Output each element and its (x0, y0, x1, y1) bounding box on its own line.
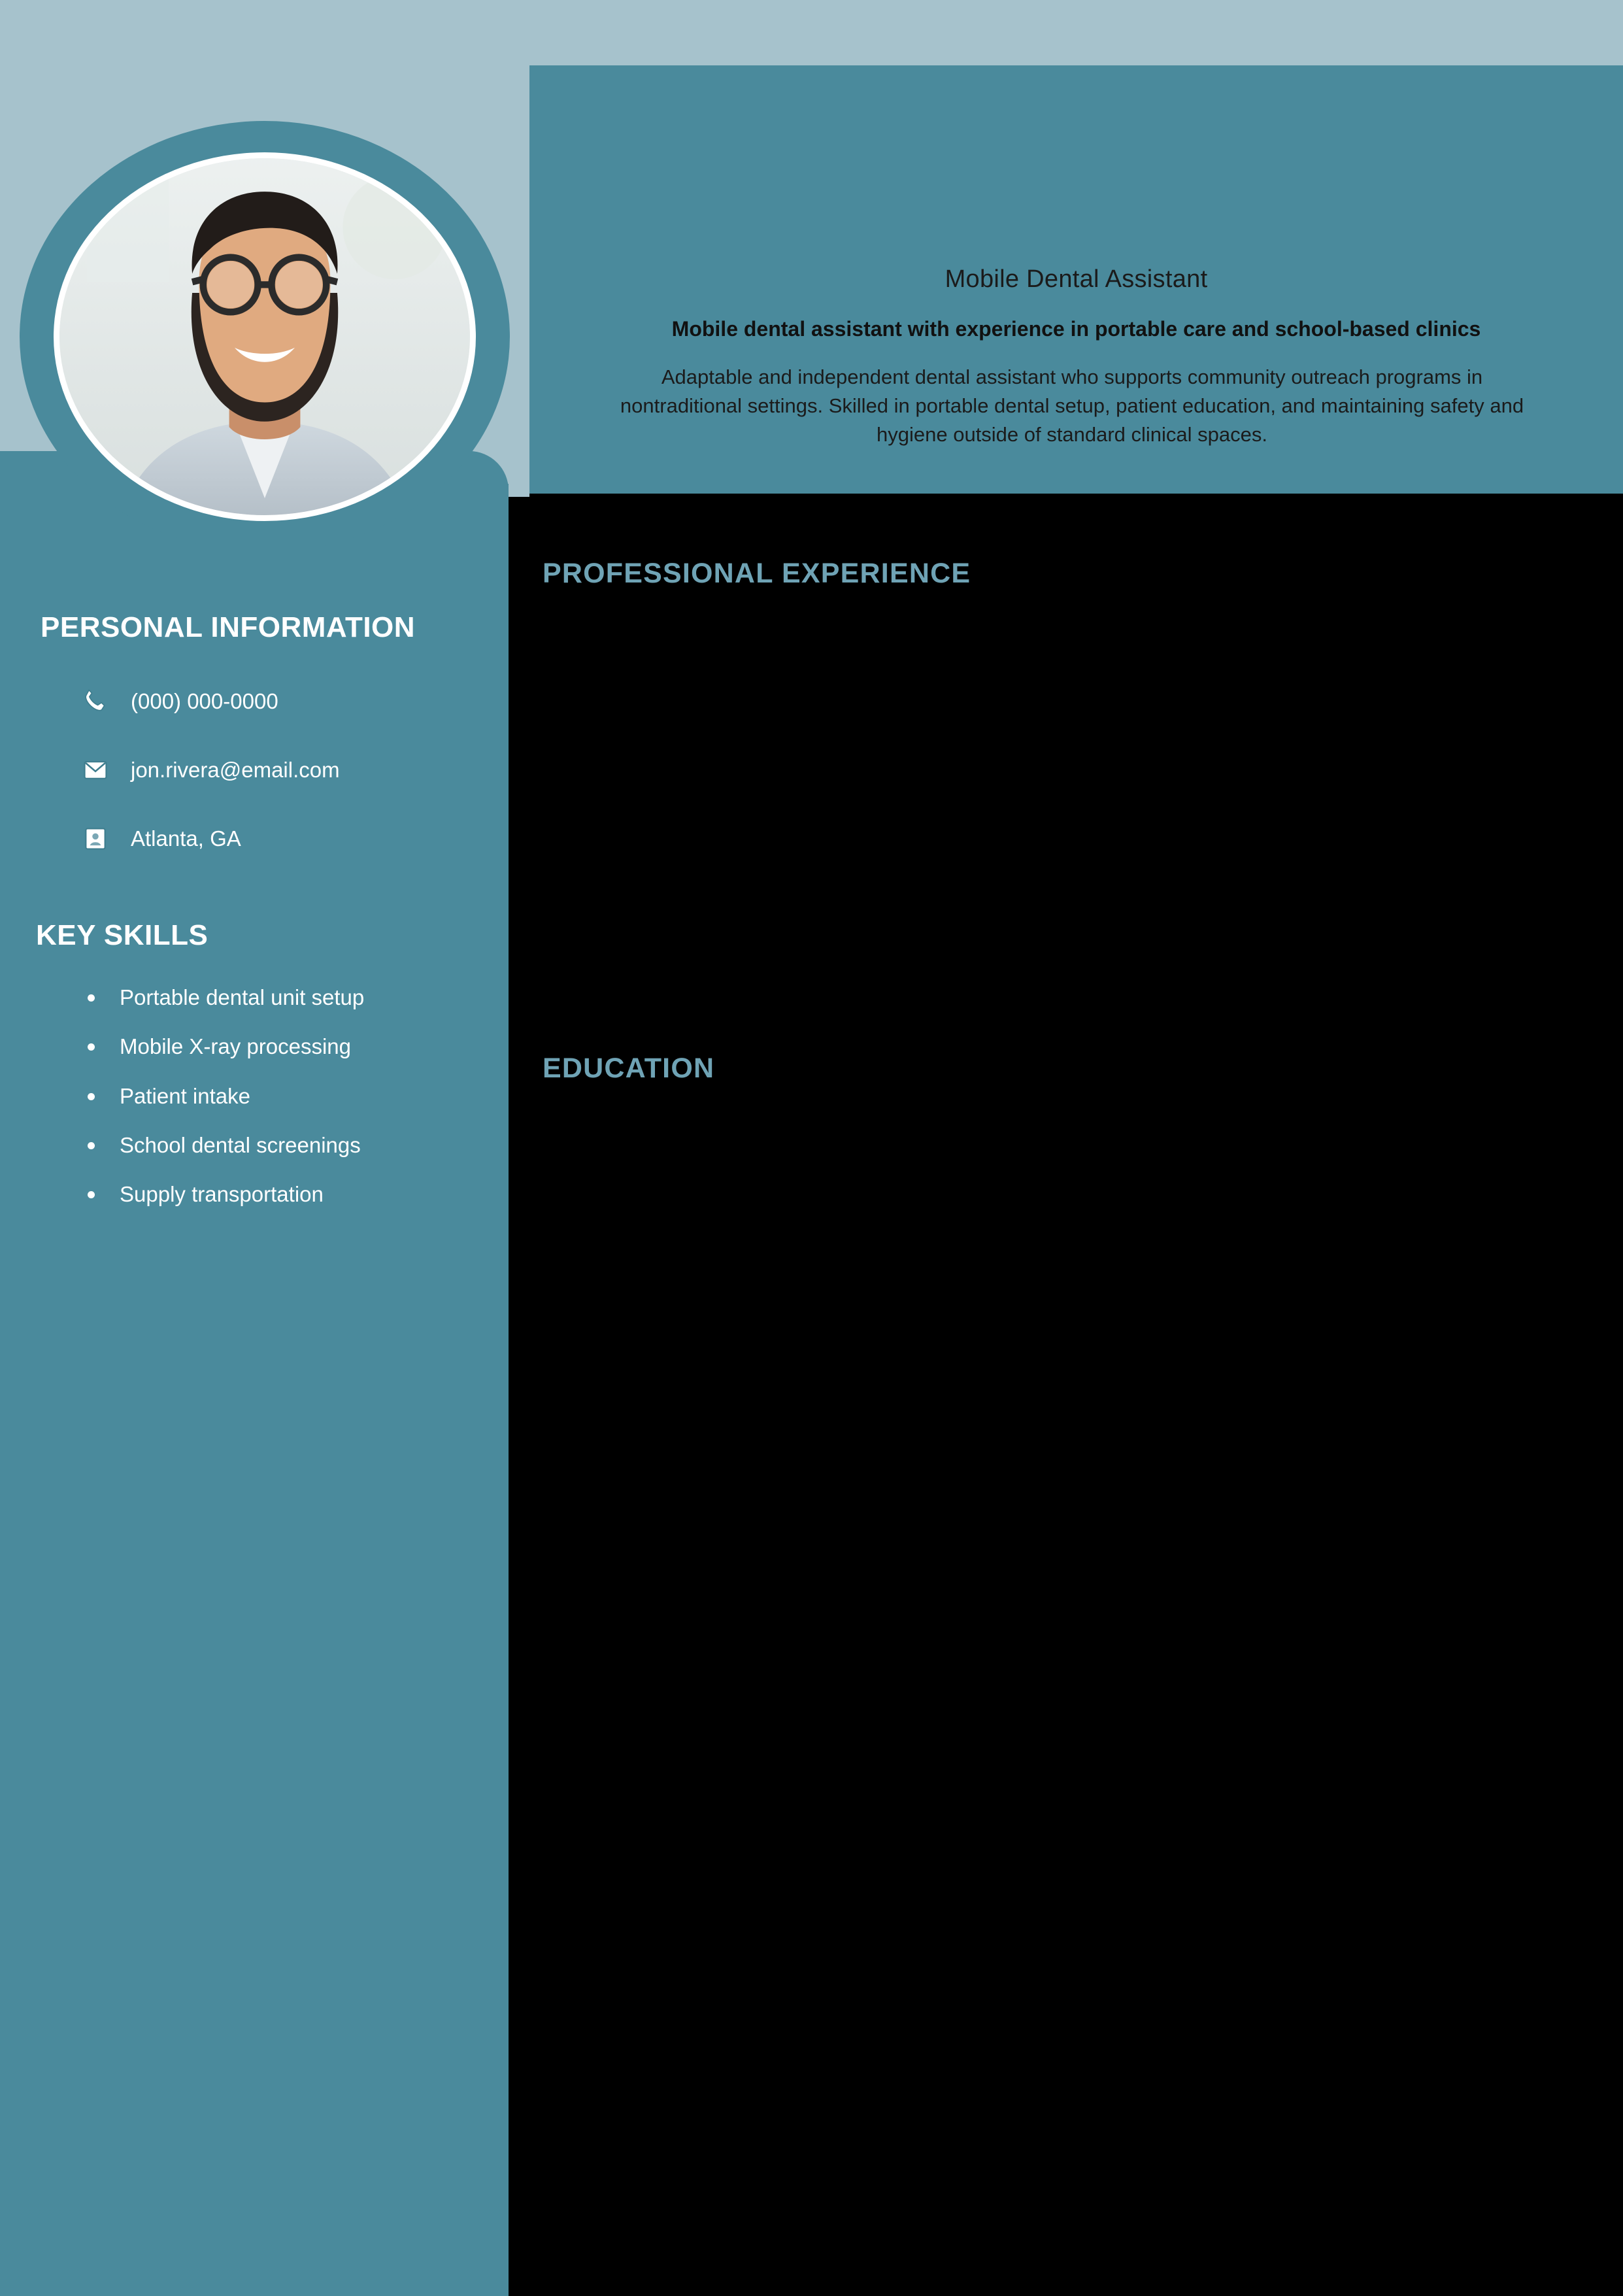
skill-label: Portable dental unit setup (120, 985, 365, 1009)
location-icon (78, 822, 112, 856)
summary-paragraph: Adaptable and independent dental assistant who supports community outreach programs in nontraditional settings. Skilled in portable dental setup, patient education, and maintaining safety and hygiene outside of standard clinical spaces. (620, 365, 1524, 447)
list-item (78, 1033, 484, 1060)
list-item (78, 1181, 484, 1207)
bullet-icon (88, 1191, 95, 1198)
contact-row-phone (78, 679, 471, 724)
key-skills-heading: KEY SKILLS (36, 919, 209, 951)
bullet-icon (88, 1043, 95, 1051)
list-item (78, 984, 484, 1011)
skill-label: Mobile X-ray processing (120, 1034, 351, 1059)
skill-label: School dental screenings (120, 1132, 361, 1157)
section-title-education: EDUCATION (543, 1053, 715, 1084)
avatar-image (59, 158, 470, 515)
email-value: jon.rivera@email.com (131, 758, 340, 783)
bullet-icon (88, 1093, 95, 1100)
bullet-icon (88, 1142, 95, 1149)
contact-row-email (78, 747, 471, 793)
list-item (78, 1132, 484, 1158)
location-value: Atlanta, GA (131, 826, 241, 851)
page-title: Mobile Dental Assistant (945, 265, 1208, 293)
headline: Mobile dental assistant with experience in portable care and school-based clinics (671, 317, 1481, 341)
list-item (78, 1083, 484, 1109)
contact-row-location (78, 816, 471, 862)
phone-value: (000) 000-0000 (131, 689, 278, 714)
personal-information-heading: PERSONAL INFORMATION (41, 611, 416, 643)
skill-label: Patient intake (120, 1083, 250, 1108)
section-title-professional-experience: PROFESSIONAL EXPERIENCE (543, 558, 971, 589)
top-right-color-band (529, 0, 1623, 65)
avatar-ring (54, 152, 476, 521)
avatar (20, 121, 510, 552)
email-icon (78, 753, 112, 787)
bullet-icon (88, 994, 95, 1002)
key-skills-list (78, 984, 484, 1230)
phone-icon (78, 684, 112, 718)
skill-label: Supply transportation (120, 1182, 324, 1206)
contact-list (78, 679, 471, 885)
